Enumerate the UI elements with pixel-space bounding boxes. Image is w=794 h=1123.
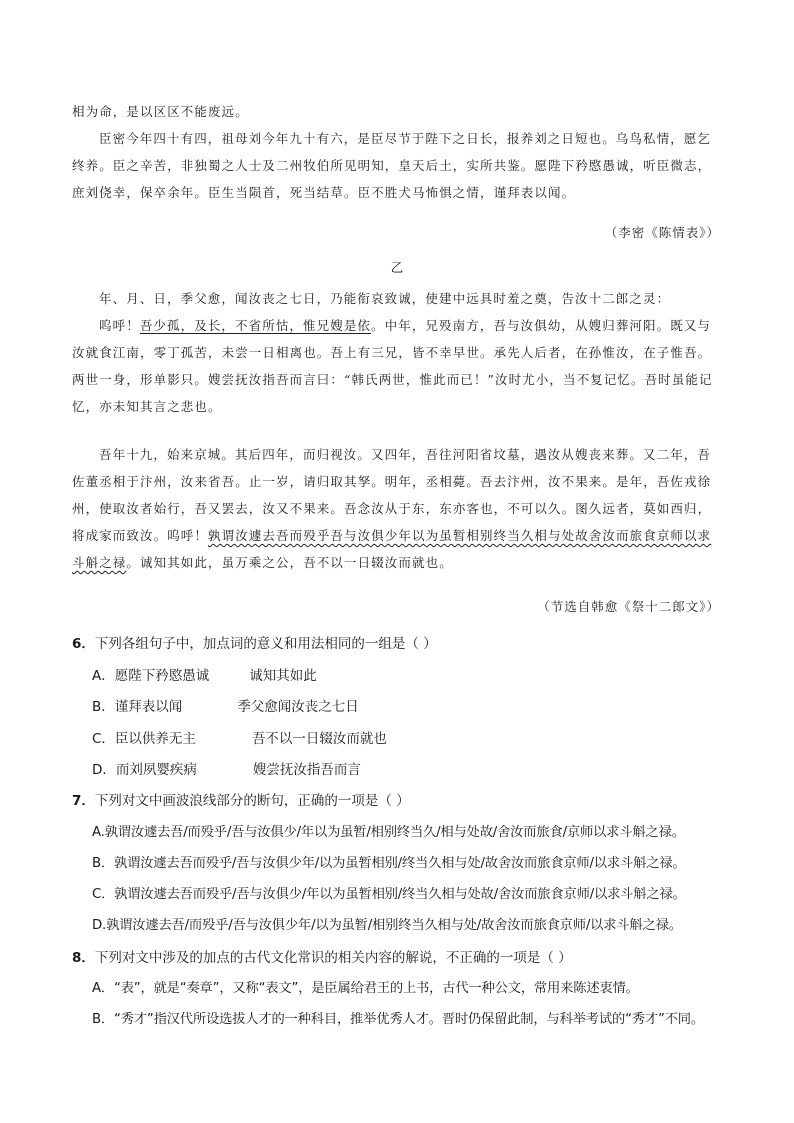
- question-7-number: 7．: [72, 793, 95, 809]
- option-letter: B．: [92, 699, 115, 715]
- option-left: 而刘夙婴疾病: [115, 762, 197, 778]
- p1-rest: 。中年，兄殁南方，吾与汝俱幼，从嫂归葬河阳。既又与汝就食江南，零丁孤苦，未尝一日相离也。吾上有三兄，皆不幸早世。承先人后者，在孙惟汝，在子惟吾。两世一身，形单影只。嫂尝抚汝指吾而言曰：“韩氏两世，惟此而已！”汝时尤小，当不复记忆。吾时虽能记忆，亦未知其言之悲也。: [72, 318, 713, 414]
- question-6-option-c: [92, 727, 387, 747]
- p2-start: 吾年十九，始来京城。其后四年，而归视汝。又四年，吾往河阳省坟墓，遇汝从嫂丧来葬。又二年，吾佐董丞相于汴州，汝来省吾。止一岁，请归取其孥。明年，丞相薨。吾去汴州，汝不果来。是年，吾佐戎徐州，使取汝者始行，吾又罢去，汝又不果来。吾念汝从于东，东亦客也，不可以久。图久远者，莫如西归，将成家而致汝。呜呼！: [72, 447, 712, 543]
- option-right: 嫂尝抚汝指吾而言: [252, 762, 361, 778]
- option-left: 谨拜表以闻: [114, 699, 183, 715]
- question-6-option-b: [92, 695, 359, 715]
- passage-yi-source: （节选自韩愈《祭十二郎文》）: [537, 599, 720, 614]
- passage-yi-label: 乙: [390, 260, 404, 275]
- passage-jia-line: 相为命，是以区区不能废远。: [72, 104, 249, 119]
- option-left: 臣以供养无主: [114, 731, 196, 747]
- passage-yi-para1: [72, 312, 720, 420]
- option-right: 诚知其如此: [249, 668, 317, 684]
- option-right: 季父愈闻汝丧之七日: [237, 699, 359, 715]
- option-letter: D．: [92, 762, 116, 778]
- question-8-option-a: A．“表”，就是“奏章”，又称“表文”，是臣属给君王的上书，古代一种公文，常用来陈述衷情。: [92, 981, 639, 996]
- option-right: 吾不以一日辍汝而就也: [251, 731, 387, 747]
- p2-wavy-text: 孰谓汝遽去吾而殁乎吾与汝俱少年以为虽暂相别终当久相与处故舍汝而旅食京师以求斗斛之禄: [72, 528, 712, 570]
- question-6-option-d: [92, 758, 361, 778]
- question-7-option-a: A.孰谓汝遽去吾/而殁乎/吾与汝俱少/年以为虽暂/相别终当久/相与处故/舍汝而旅食/京师以求斗斛之禄。: [92, 825, 685, 840]
- question-7-option-b: B．孰谓汝遽去吾而殁乎/吾与汝俱少年/以为虽暂相别/终当久相与处/故舍汝而旅食京师/以求斗斛之禄。: [92, 856, 686, 871]
- p2-end: 。诚知其如此，虽万乘之公，吾不以一日辍汝而就也。: [126, 555, 453, 570]
- passage-yi-intro: 年、月、日，季父愈，闻汝丧之七日，乃能衔哀致诚，使建中远具时羞之奠，告汝十二郎之灵：: [99, 291, 671, 306]
- question-7-option-d: D.孰谓汝遽去吾/而殁乎/吾与汝俱少年/以为虽暂/相别终当久相与处/故舍汝而旅食京师/以求斗斛之禄。: [92, 918, 682, 933]
- p1-start: 呜呼！: [99, 318, 140, 333]
- question-7-text: 下列对文中画波浪线部分的断句，正确的一项是（ ）: [94, 793, 410, 809]
- passage-jia-para: 臣密今年四十有四，祖母刘今年九十有六，是臣尽节于陛下之日长，报养刘之日短也。乌鸟私情，愿乞终养。臣之辛苦，非独蜀之人士及二州牧伯所见明知，皇天后土，实所共鉴。愿陛下矜愍愚诚，听臣微志，庶刘侥幸，保卒余年。臣生当陨首，死当结草。臣不胜犬马怖惧之情，谨拜表以闻。: [72, 131, 712, 200]
- option-left: 愿陛下矜愍愚诚: [114, 668, 210, 684]
- question-8-option-b: B．“秀才”指汉代所设选拔人才的一种科目，推举优秀人才。晋时仍保留此制，与科举考试的“秀才”不同。: [92, 1012, 704, 1027]
- question-7-stem: [72, 789, 410, 809]
- question-6-option-a: [92, 664, 317, 684]
- passage-jia-source: （李密《陈情表》）: [604, 225, 720, 240]
- question-7-option-c: C．孰谓汝遽去吾而殁乎/吾与汝俱少/年以为虽暂相别/终当久相与处故/舍汝而旅食京师/以求斗斛之禄。: [92, 887, 686, 902]
- p1-underlined-text: 吾少孤，及长，不省所怙，惟兄嫂是依: [139, 318, 372, 333]
- question-8-stem: [72, 946, 572, 966]
- option-letter: C．: [92, 731, 115, 747]
- question-6-number: 6．: [72, 636, 95, 652]
- question-6-stem: [72, 632, 437, 652]
- passage-yi-para2: [72, 441, 720, 576]
- question-6-text: 下列各组句子中，加点词的意义和用法相同的一组是（ ）: [94, 636, 437, 652]
- question-8-number: 8．: [72, 950, 95, 966]
- option-letter: A．: [92, 668, 115, 684]
- question-8-text: 下列对文中涉及的加点的古代文化常识的相关内容的解说，不正确的一项是（ ）: [94, 950, 572, 966]
